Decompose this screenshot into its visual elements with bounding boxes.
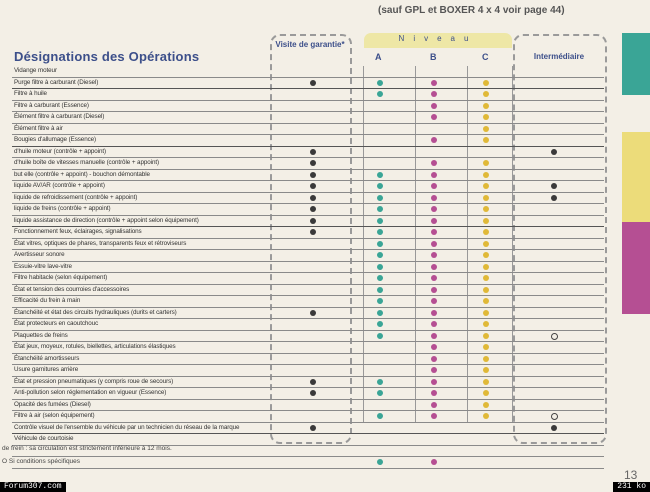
marker-b-mag (431, 229, 437, 235)
marker-c-yel (483, 160, 489, 166)
marker-c-yel (483, 183, 489, 189)
operation-label: liquide assistance de direction (contrôle + appoint selon équipement) (14, 216, 199, 224)
marker-c-yel (483, 367, 489, 373)
marker-b-mag (431, 252, 437, 258)
marker-b-mag (431, 333, 437, 339)
marker-b-mag (431, 344, 437, 350)
marker-c-yel (483, 206, 489, 212)
file-size-label: 231 ko (613, 482, 650, 492)
section-tab-teal (622, 33, 650, 95)
marker-int-dark (551, 425, 557, 431)
marker-int-dark (551, 149, 557, 155)
level-a-header: A (375, 52, 382, 62)
marker-b-mag (431, 390, 437, 396)
table-row (12, 262, 604, 274)
marker-b-mag (431, 356, 437, 362)
intermediaire-header: Intermédiaire (533, 52, 585, 61)
table-row (12, 365, 604, 377)
marker-b-mag (431, 275, 437, 281)
operation-label: État protecteurs en caoutchouc (14, 320, 99, 327)
marker-b-mag (431, 367, 437, 373)
marker-c-yel (483, 333, 489, 339)
marker-vg-dark (310, 229, 316, 235)
table-row (12, 354, 604, 366)
footnote-2: O Si conditions spécifiques (2, 458, 81, 465)
marker-c-yel (483, 241, 489, 247)
marker-a-teal (377, 413, 383, 419)
marker-b-mag (431, 206, 437, 212)
operation-label: État et tension des courroies d'accessoires (14, 285, 130, 293)
marker-a-teal (377, 287, 383, 293)
marker-a-teal (377, 379, 383, 385)
marker-a-teal (377, 264, 383, 270)
niveau-header: Niveau (398, 34, 478, 43)
table-row (12, 411, 604, 423)
marker-c-yel (483, 275, 489, 281)
marker-c-yel (483, 126, 489, 132)
marker-vg-dark (310, 379, 316, 385)
table-row (12, 135, 604, 147)
operation-label: d'huile moteur (contrôle + appoint) (14, 147, 107, 155)
marker-b-mag (431, 195, 437, 201)
table-row (12, 193, 604, 205)
marker-c-yel (483, 390, 489, 396)
page-title: Désignations des Opérations (14, 49, 200, 64)
section-tab-magenta (622, 222, 650, 314)
marker-b-mag (431, 160, 437, 166)
marker-a-teal (377, 310, 383, 316)
marker-a-teal (377, 91, 383, 97)
operation-label: Véhicule de courtoisie (14, 435, 74, 442)
marker-b-mag (431, 183, 437, 189)
marker-b-mag (431, 321, 437, 327)
table-row (12, 181, 604, 193)
table-row (12, 227, 604, 239)
table-row (12, 112, 604, 124)
table-row (12, 78, 604, 90)
marker-a-teal (377, 241, 383, 247)
marker-vg-dark (310, 218, 316, 224)
marker-c-yel (483, 356, 489, 362)
table-row (12, 170, 604, 182)
marker-c-yel (483, 103, 489, 109)
operation-label: Élément filtre à air (14, 124, 63, 132)
marker-b-mag (431, 287, 437, 293)
table-row (12, 423, 604, 435)
operation-label: Vidange moteur (14, 67, 57, 74)
marker-a-teal (377, 390, 383, 396)
marker-b-mag (431, 241, 437, 247)
marker-a-teal (377, 195, 383, 201)
table-row (12, 388, 604, 400)
operation-label: Fonctionnement feux, éclairages, signalisations (14, 228, 142, 235)
table-row (12, 342, 604, 354)
marker-c-yel (483, 264, 489, 270)
marker-c-yel (483, 321, 489, 327)
marker-vg-dark (310, 80, 316, 86)
section-tab-yellow (622, 132, 650, 222)
table-row (12, 158, 604, 170)
table-row (12, 147, 604, 159)
marker-vg-dark (310, 206, 316, 212)
marker-int-dark (551, 183, 557, 189)
marker-b-mag (431, 402, 437, 408)
operation-label: Efficacité du frein à main (14, 297, 81, 304)
marker-c-yel (483, 344, 489, 350)
operation-label: Usure garnitures arrière (14, 366, 79, 373)
marker-c-yel (483, 218, 489, 224)
visite-header: Visite de garantie* (275, 40, 345, 49)
marker-c-yel (483, 114, 489, 120)
operation-label: Étanchéité amortisseurs (14, 354, 80, 362)
operation-label: but elle (contrôle + appoint) - bouchon démontable (14, 170, 150, 178)
table-row (12, 434, 604, 446)
site-watermark: Forum307.com (0, 482, 66, 492)
table-row (12, 308, 604, 320)
marker-a-teal (377, 218, 383, 224)
operation-label: Filtre à huile (14, 90, 47, 97)
marker-b-mag (431, 413, 437, 419)
marker-a-teal (377, 275, 383, 281)
table-row (12, 124, 604, 136)
marker-c-yel (483, 252, 489, 258)
table-row (12, 66, 604, 78)
marker-b-mag (431, 172, 437, 178)
operation-label: État et pression pneumatiques (y compris roue de secours) (14, 377, 174, 385)
operations-table (12, 66, 604, 469)
marker-b-mag (431, 379, 437, 385)
operation-label: Élément filtre à carburant (Diesel) (14, 113, 105, 120)
table-row (12, 273, 604, 285)
marker-a-teal (377, 252, 383, 258)
table-row (12, 89, 604, 101)
level-b-header: B (430, 52, 437, 62)
operation-label: Bougies d'allumage (Essence) (14, 136, 97, 143)
marker-c-yel (483, 310, 489, 316)
marker-c-yel (483, 379, 489, 385)
marker-int-open (551, 333, 558, 340)
operation-label: État vitres, optiques de phares, transparents feux et rétroviseurs (14, 239, 187, 247)
marker-c-yel (483, 91, 489, 97)
marker-b-mag (431, 218, 437, 224)
operation-label: d'huile boîte de vitesses manuelle (contrôle + appoint) (14, 159, 159, 166)
operation-label: Anti-pollution selon réglementation en vigueur (Essence) (14, 389, 167, 396)
marker-b-mag (431, 310, 437, 316)
table-row (12, 457, 604, 469)
marker-vg-dark (310, 172, 316, 178)
marker-a-teal (377, 80, 383, 86)
marker-b-mag (431, 103, 437, 109)
marker-b-mag (431, 264, 437, 270)
operation-label: Contrôle visuel de l'ensemble du véhicule par un technicien du réseau de la marque (14, 423, 240, 431)
marker-b-mag (431, 80, 437, 86)
operation-label: Filtre habitacle (selon équipement) (14, 274, 108, 281)
marker-b-mag (431, 114, 437, 120)
operation-label: liquide de freins (contrôle + appoint) (14, 205, 111, 212)
operation-label: Purge filtre à carburant (Diesel) (14, 78, 99, 86)
table-row (12, 216, 604, 228)
marker-c-yel (483, 287, 489, 293)
marker-c-yel (483, 80, 489, 86)
table-row (12, 285, 604, 297)
marker-a-teal (377, 172, 383, 178)
marker-c-yel (483, 413, 489, 419)
operation-label: liquide de refroidissement (contrôle + appoint) (14, 193, 138, 201)
marker-c-yel (483, 402, 489, 408)
page-number: 13 (624, 468, 638, 482)
marker-b-mag (431, 459, 437, 465)
marker-a-teal (377, 298, 383, 304)
marker-vg-dark (310, 183, 316, 189)
marker-vg-dark (310, 425, 316, 431)
operation-label: Filtre à air (selon équipement) (14, 412, 95, 419)
operation-label: Plaquettes de freins (14, 331, 68, 339)
marker-int-open (551, 413, 558, 420)
operation-label: Filtre à carburant (Essence) (14, 101, 89, 109)
marker-int-dark (551, 195, 557, 201)
table-row (12, 239, 604, 251)
operation-label: Opacité des fumées (Diesel) (14, 400, 91, 408)
table-row (12, 296, 604, 308)
marker-vg-dark (310, 310, 316, 316)
header-note: (sauf GPL et BOXER 4 x 4 voir page 44) (378, 5, 565, 16)
marker-a-teal (377, 333, 383, 339)
marker-a-teal (377, 459, 383, 465)
table-row (12, 101, 604, 113)
table-row (12, 204, 604, 216)
table-row (12, 377, 604, 389)
table-row (12, 400, 604, 412)
footnote-1: de frein : sa circulation est strictement inférieure à 12 mois. (2, 445, 172, 452)
marker-vg-dark (310, 149, 316, 155)
operation-label: Avertisseur sonore (14, 251, 65, 258)
marker-vg-dark (310, 160, 316, 166)
operation-label: Essuie-vitre lave-vitre (14, 262, 72, 270)
table-row (12, 331, 604, 343)
marker-c-yel (483, 195, 489, 201)
marker-a-teal (377, 206, 383, 212)
marker-b-mag (431, 137, 437, 143)
marker-a-teal (377, 229, 383, 235)
marker-a-teal (377, 183, 383, 189)
table-row (12, 250, 604, 262)
marker-vg-dark (310, 390, 316, 396)
marker-a-teal (377, 321, 383, 327)
operation-label: État jeux, moyeux, rotules, biellettes, articulations élastiques (14, 343, 176, 350)
marker-c-yel (483, 137, 489, 143)
marker-c-yel (483, 298, 489, 304)
operation-label: liquide AV/AR (contrôle + appoint) (14, 182, 105, 189)
marker-c-yel (483, 172, 489, 178)
marker-b-mag (431, 91, 437, 97)
marker-b-mag (431, 298, 437, 304)
table-row (12, 319, 604, 331)
marker-c-yel (483, 229, 489, 235)
operation-label: Étanchéité et état des circuits hydrauliques (durits et carters) (14, 308, 177, 316)
level-c-header: C (482, 52, 489, 62)
marker-vg-dark (310, 195, 316, 201)
